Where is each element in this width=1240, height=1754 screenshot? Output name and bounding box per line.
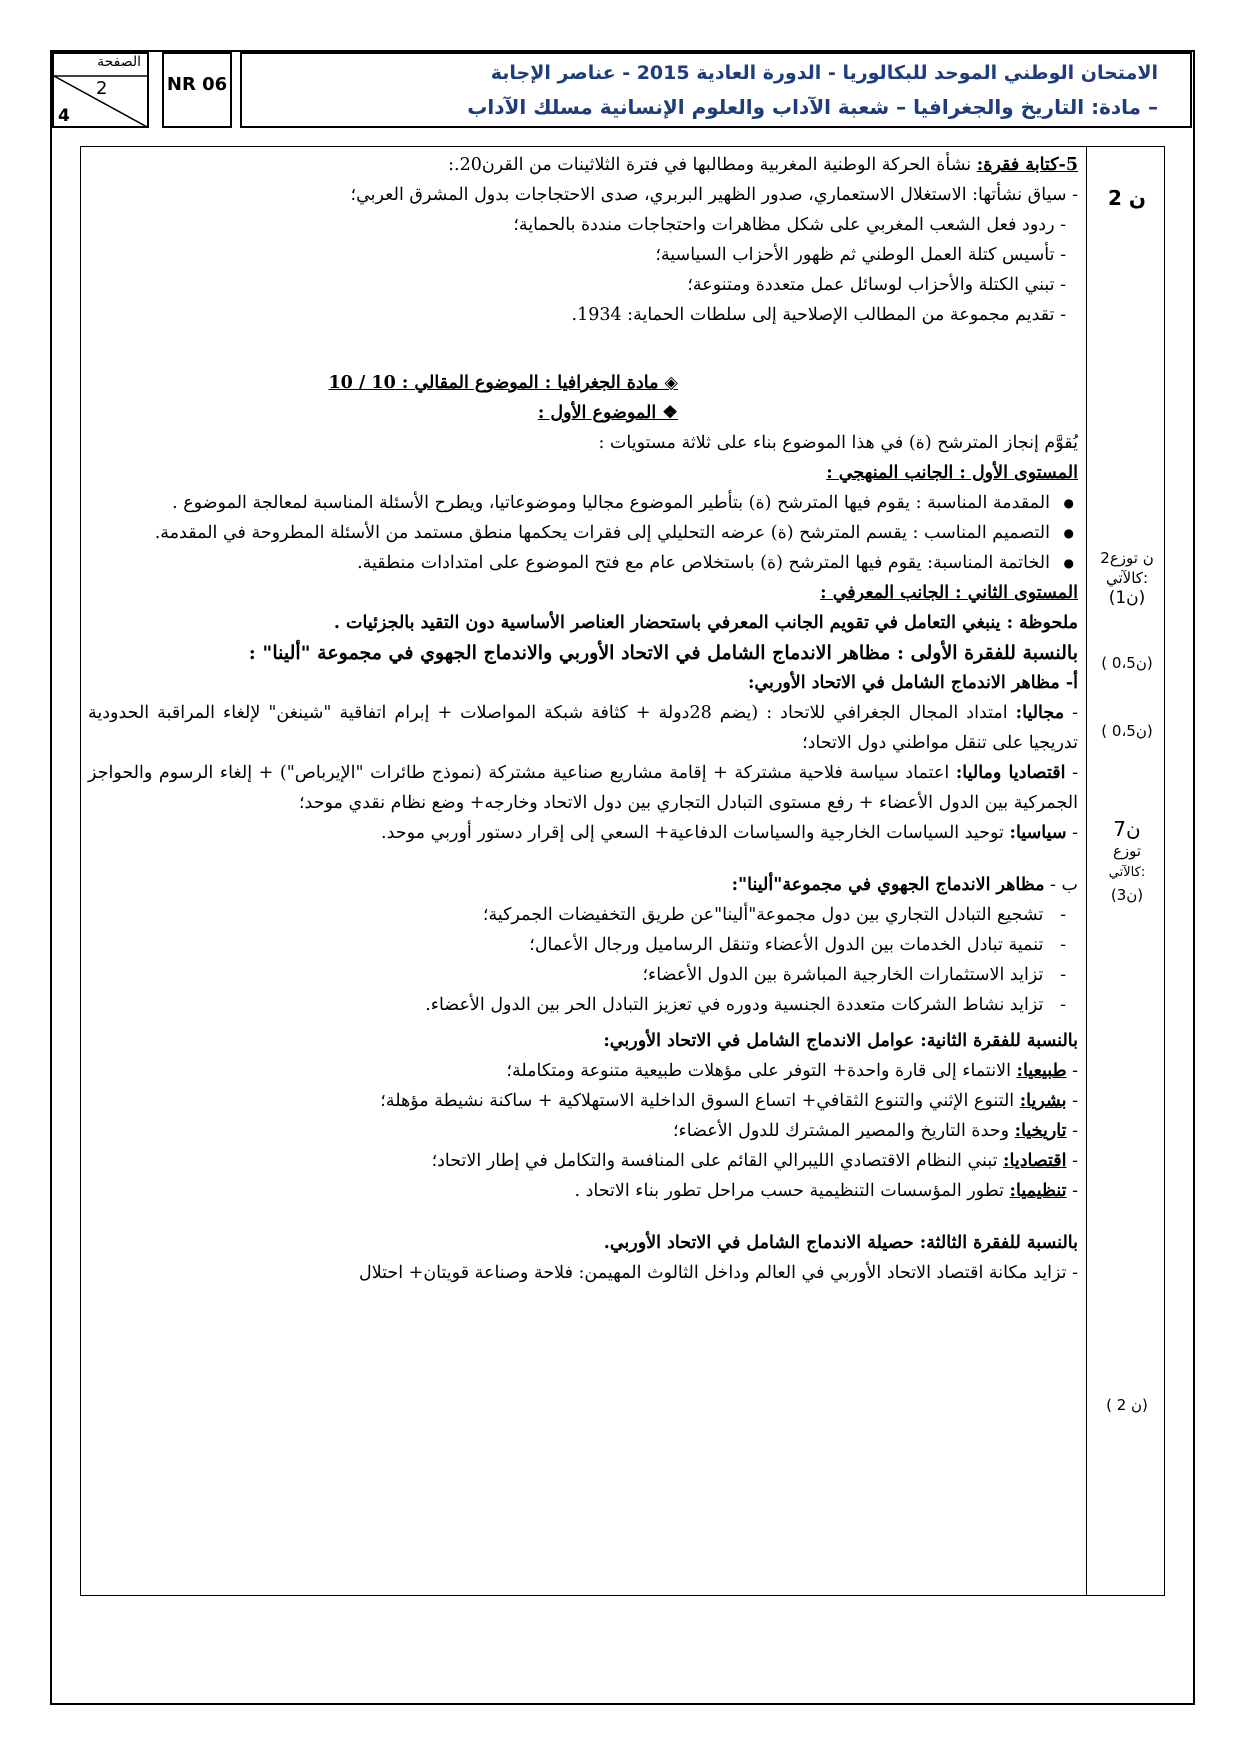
score-para1: (3ن) [1110, 886, 1144, 904]
score-method [1090, 548, 1164, 608]
eu-aspect-text: اعتماد سياسة فلاحية مشتركة + إقامة مشاريع صناعية مشتركة (نموذج طائرات "الإيرباص") + إلغاء الرسوم والحواجز الجمركية بين الدول الأعضاء + رفع مستوى التبادل التجاري بين دول الاتحاد وخارجه+ وضع نظام نقدي موحد؛ [88, 763, 1078, 813]
level-2-heading: المستوى الثاني : الجانب المعرفي : [820, 583, 1078, 603]
paragraph-1-heading: بالنسبة للفقرة الأولى : مظاهر الاندماج الشامل في الاتحاد الأوربي والاندماج الجهوي في مجموعة "ألينا" : [248, 642, 1078, 664]
history-item: - تأسيس كتلة العمل الوطني ثم ظهور الأحزاب السياسية؛ [655, 245, 1066, 265]
title-box [240, 52, 1192, 128]
method-item-conclusion: ● الخاتمة المناسبة: يقوم فيها المترشح (ة) باستخلاص عام مع فتح الموضوع على امتدادات منطقية. [88, 548, 1078, 578]
question-label: 5-كتابة فقرة: [976, 155, 1078, 175]
score-knowledge-as: كالآتي: [1108, 865, 1146, 880]
history-question-5 [88, 150, 1078, 180]
history-item: - تبني الكتلة والأحزاب لوسائل عمل متعددة ومتنوعة؛ [687, 275, 1066, 295]
nafta-item: - تنمية تبادل الخدمات بين الدول الأعضاء وتنقل الرساميل ورجال الأعمال؛ [529, 935, 1066, 955]
grading-intro: يُقوَّم إنجاز المترشح (ة) في هذا الموضوع بناء على ثلاثة مستويات : [598, 433, 1078, 453]
page-total: 4 [58, 106, 70, 126]
score-knowledge-total: 7ن [1113, 817, 1141, 841]
score-method-distribution: كالآتي: [1105, 569, 1148, 587]
page-label: الصفحة [97, 54, 141, 70]
eu-factor-item: - بشريا: التنوع الإثني والتنوع الثقافي+ اتساع السوق الداخلية الاستهلاكية + ساكنة نشيطة مؤهلة؛ [380, 1091, 1078, 1111]
section-b-heading [88, 870, 1078, 900]
eu-aspect-label: مجاليا: [1015, 703, 1065, 723]
eu-aspect-label: سياسيا: [1009, 823, 1067, 843]
history-item: - سياق نشأتها: الاستغلال الاستعماري، صدور الظهير البربري، صدى الاحتجاجات بدول المشرق العربي؛ [350, 185, 1078, 205]
score-method-total: 2ن توزع [1100, 549, 1154, 567]
grading-note: ملحوظة : ينبغي التعامل في تقويم الجانب المعرفي باستحضار العناصر الأساسية دون التقيد بالجزئيات . [333, 613, 1078, 633]
score-knowledge-distribute: توزع [1112, 842, 1142, 860]
score-intro: (1ن) [1108, 588, 1146, 608]
eu-aspect-label: اقتصاديا وماليا: [955, 763, 1066, 783]
score-para2: ( 2 ن) [1106, 1396, 1148, 1414]
exam-header [50, 50, 1195, 130]
score-column-divider [1086, 146, 1087, 1596]
exam-code: NR 06 [162, 52, 232, 128]
section-a-heading: أ- مظاهر الاندماج الشامل في الاتحاد الأوربي: [747, 673, 1078, 693]
eu-factor-item: - تنظيميا: تطور المؤسسات التنظيمية حسب مراحل تطور بناء الاتحاد . [574, 1181, 1078, 1201]
score-knowledge [1090, 818, 1164, 906]
subject-heading: ❖ الموضوع الأول : [537, 403, 678, 423]
question-text: نشأة الحركة الوطنية المغربية ومطالبها في فترة الثلاثينات من القرن20.: [448, 155, 977, 175]
eu-aspect-item: - اقتصاديا وماليا: اعتماد سياسة فلاحية مشتركة + إقامة مشاريع صناعية مشتركة (نموذج طائرات "الإيرباص") + إلغاء الرسوم والحواجز الجمركية بين الدول الأعضاء + رفع مستوى التبادل التجاري بين دول الاتحاد وخارجه+ وضع نظام نقدي موحد؛ [88, 763, 1078, 813]
eu-factor-item: - اقتصاديا: تبني النظام الاقتصادي الليبرالي القائم على المنافسة والتكامل في إطار الاتحاد؛ [431, 1151, 1078, 1171]
section-b-title: مظاهر الاندماج الجهوي في مجموعة"ألينا": [731, 875, 1045, 895]
eu-aspect-text: امتداد المجال الجغرافي للاتحاد : (يضم 28دولة + كثافة شبكة المواصلات + إبرام اتفاقية "شينغن" لإلغاء المراقبة الحدودية تدريجيا على تنقل مواطني دول الاتحاد؛ [88, 703, 1078, 753]
nafta-item: - تزايد نشاط الشركات متعددة الجنسية ودوره في تعزيز التبادل الحر بين الدول الأعضاء. [425, 995, 1066, 1015]
score-conclusion: ( 0،5ن) [1101, 722, 1153, 740]
paragraph-3-heading: بالنسبة للفقرة الثالثة: حصيلة الاندماج الشامل في الاتحاد الأوربي. [603, 1233, 1078, 1253]
history-item: - ردود فعل الشعب المغربي على شكل مظاهرات واحتجاجات منددة بالحماية؛ [513, 215, 1066, 235]
level-1-heading: المستوى الأول : الجانب المنهجي : [826, 463, 1078, 483]
eu-aspect-text: توحيد السياسات الخارجية والسياسات الدفاعية+ السعي إلى إقرار دستور أوربي موحد. [381, 823, 1010, 843]
title-line-2: – مادة: التاريخ والجغرافيا – شعبة الآداب والعلوم الإنسانية مسلك الآداب [467, 95, 1158, 119]
paragraph-2-heading: بالنسبة للفقرة الثانية: عوامل الاندماج الشامل في الاتحاد الأوربي: [603, 1031, 1078, 1051]
method-item-plan: ● التصميم المناسب : يقسم المترشح (ة) عرضه التحليلي إلى فقرات يحكمها منطق مستمد من الأسئلة المطروحة في المقدمة. [88, 518, 1078, 548]
nafta-item: - تزايد الاستثمارات الخارجية المباشرة بين الدول الأعضاء؛ [642, 965, 1066, 985]
nafta-item: - تشجيع التبادل التجاري بين دول مجموعة"ألينا"عن طريق التخفيضات الجمركية؛ [482, 905, 1066, 925]
section-b-prefix: ب - [1044, 875, 1078, 895]
method-item-intro: ● المقدمة المناسبة : يقوم فيها المترشح (ة) بتأطير الموضوع مجاليا وموضوعاتيا، ويطرح الأسئلة المناسبة لمعالجة الموضوع . [88, 488, 1078, 518]
score-history: 2 ن [1108, 186, 1146, 210]
answer-content [88, 150, 1078, 1288]
eu-aspect-item: - مجاليا: امتداد المجال الجغرافي للاتحاد : (يضم 28دولة + كثافة شبكة المواصلات + إبرام اتفاقية "شينغن" لإلغاء المراقبة الحدودية تدريجيا على تنقل مواطني دول الاتحاد؛ [88, 703, 1078, 753]
page-number-box [52, 52, 149, 128]
eu-outcome-item: - تزايد مكانة اقتصاد الاتحاد الأوربي في العالم وداخل الثالوث المهيمن: فلاحة وصناعة قويتان+ احتلال [358, 1263, 1078, 1283]
history-item: - تقديم مجموعة من المطالب الإصلاحية إلى سلطات الحماية: 1934. [571, 305, 1066, 325]
eu-factor-item: - طبيعيا: الانتماء إلى قارة واحدة+ التوفر على مؤهلات طبيعية متنوعة ومتكاملة؛ [506, 1061, 1078, 1081]
eu-factor-item: - تاريخيا: وحدة التاريخ والمصير المشترك للدول الأعضاء؛ [672, 1121, 1078, 1141]
page-number: 2 [96, 78, 108, 99]
geography-heading: ◈ مادة الجغرافيا : الموضوع المقالي : 10 / 10 [328, 373, 678, 393]
score-plan: ( 0،5ن) [1101, 654, 1153, 672]
eu-aspect-item: - سياسيا: توحيد السياسات الخارجية والسياسات الدفاعية+ السعي إلى إقرار دستور أوربي موحد. [381, 823, 1078, 843]
title-line-1: الامتحان الوطني الموحد للبكالوريا - الدورة العادية 2015 - عناصر الإجابة [490, 62, 1158, 84]
